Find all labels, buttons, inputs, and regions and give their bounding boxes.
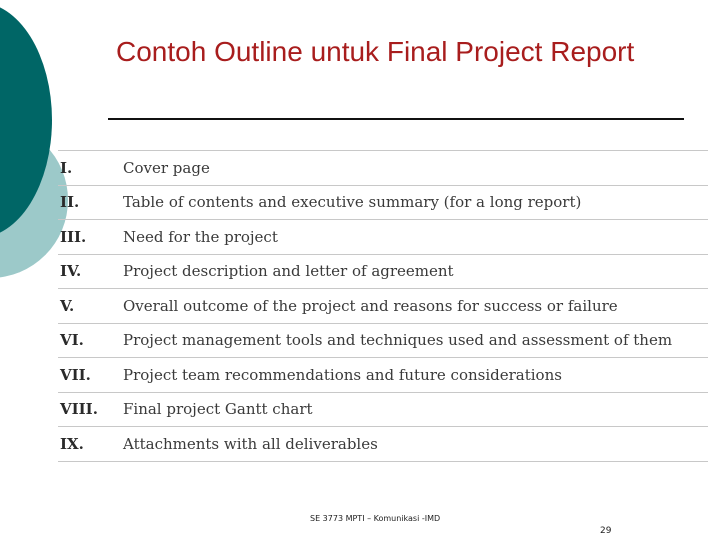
outline-numeral: VIII. <box>60 400 98 419</box>
outline-row <box>58 186 708 221</box>
title-divider <box>108 118 684 120</box>
outline-row <box>58 255 708 290</box>
outline-text: Need for the project <box>123 227 278 246</box>
outline-row <box>58 393 708 428</box>
outline-numeral: III. <box>60 227 87 246</box>
outline-numeral: IV. <box>60 262 82 281</box>
outline-row <box>58 427 708 462</box>
outline-text: Cover page <box>123 158 210 177</box>
outline-row <box>58 289 708 324</box>
outline-numeral: I. <box>60 158 73 177</box>
outline-text: Table of contents and executive summary (for a long report) <box>123 193 582 212</box>
outline-numeral: II. <box>60 193 80 212</box>
outline-numeral: V. <box>60 296 75 315</box>
outline-numeral: IX. <box>60 434 84 453</box>
outline-row <box>58 151 708 186</box>
page-number: 29 <box>600 526 612 536</box>
outline-text: Final project Gantt chart <box>123 400 313 419</box>
slide-footer: SE 3773 MPTI – Komunikasi -IMD <box>310 514 441 523</box>
outline-numeral: VI. <box>60 331 84 350</box>
outline-row <box>58 220 708 255</box>
outline-row <box>58 358 708 393</box>
outline-text: Project management tools and techniques used and assessment of them <box>123 331 673 350</box>
slide-title: Contoh Outline untuk Final Project Report <box>116 36 635 67</box>
outline-text: Attachments with all deliverables <box>123 434 378 453</box>
outline-numeral: VII. <box>60 365 91 384</box>
outline-text: Project description and letter of agreement <box>123 262 454 281</box>
outline-row <box>58 324 708 359</box>
outline-text: Project team recommendations and future considerations <box>123 365 562 384</box>
outline-text: Overall outcome of the project and reasons for success or failure <box>123 296 618 315</box>
report-outline-table <box>58 150 708 462</box>
